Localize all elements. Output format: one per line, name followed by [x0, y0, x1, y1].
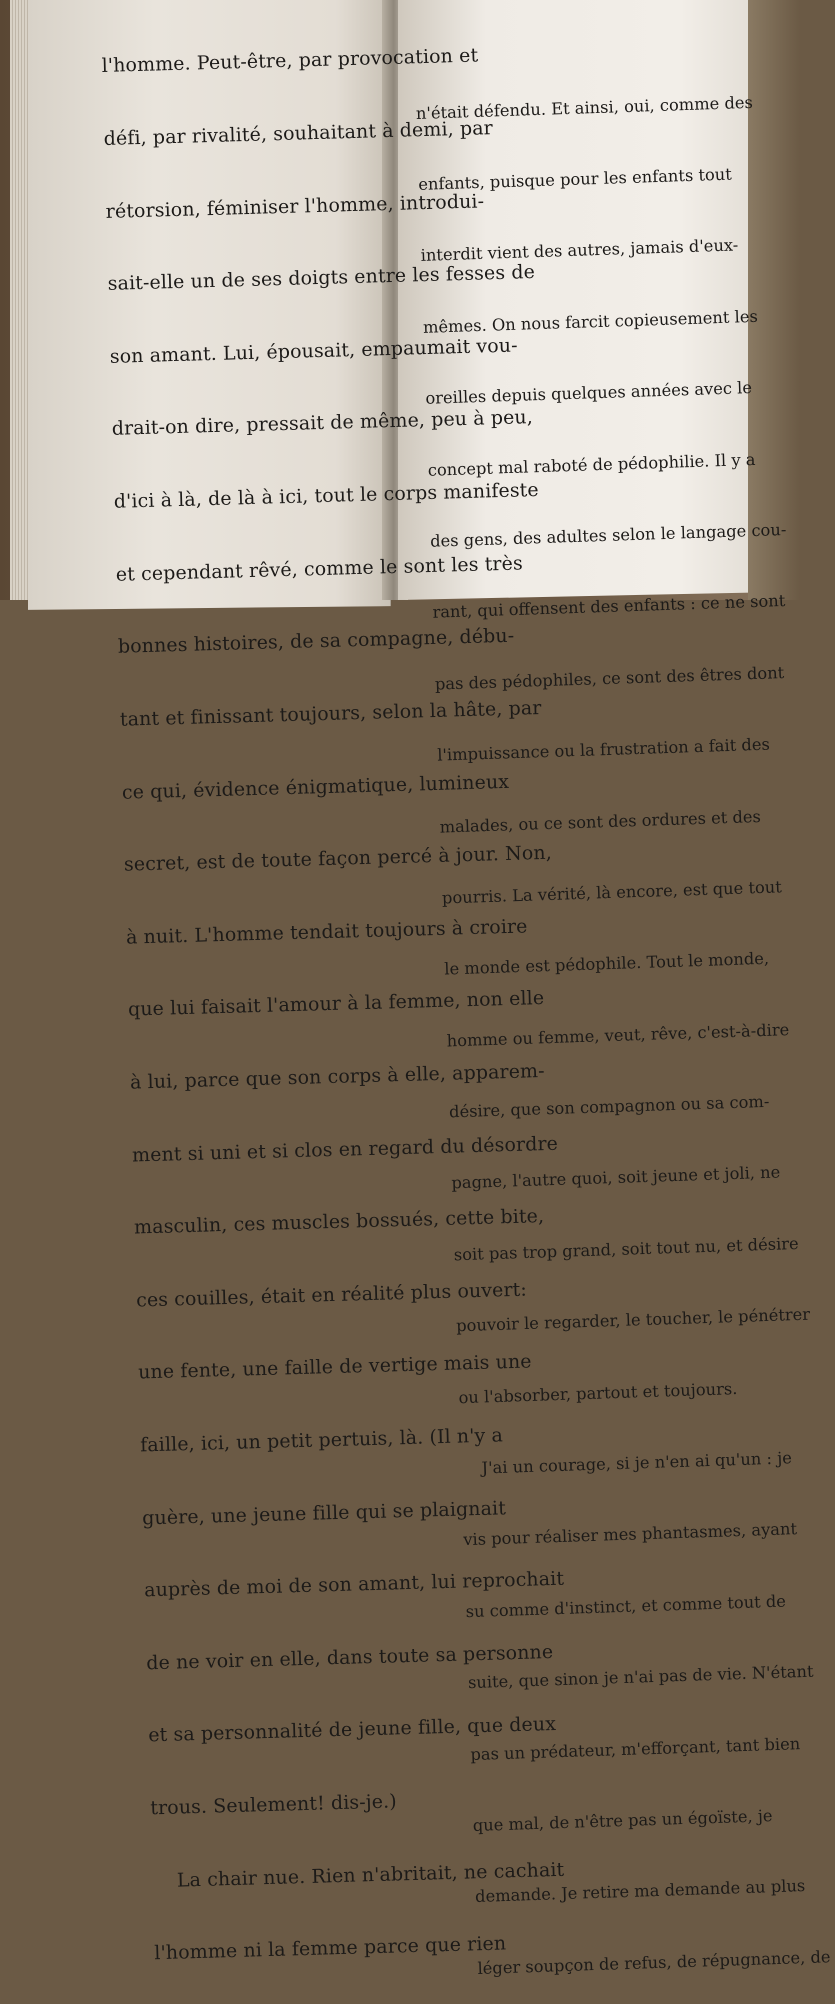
text-line: d'ici à là, de là à ici, tout le corps manifeste [113, 479, 540, 513]
text-line: l'impuissance ou la frustration a fait des [436, 734, 771, 765]
text-line: à lui, parce que son corps à elle, apparem- [129, 1059, 545, 1094]
text-line: léger soupçon de refus, de répugnance, de [477, 1946, 831, 1978]
text-line: pouvoir le regarder, le toucher, le pénétrer [455, 1304, 811, 1336]
text-line: concept mal raboté de pédophilie. Il y a [427, 449, 756, 480]
text-line: ment si uni et si clos en regard du désordre [131, 1132, 559, 1167]
text-line: pas un prédateur, m'efforçant, tant bien [470, 1733, 801, 1764]
text-line: et cependant rêvé, comme le sont les très [115, 552, 524, 586]
text-line: faille, ici, un petit pertuis, là. (Il n'y a [139, 1424, 504, 1457]
text-line: ce qui, évidence énigmatique, lumineux [121, 770, 510, 804]
text-line: ou l'absorber, partout et toujours. [458, 1378, 738, 1407]
text-line: La chair nue. Rien n'abritait, ne cachait [152, 1858, 565, 1892]
text-line: suite, que sinon je n'ai pas de vie. N'étant [467, 1661, 814, 1693]
text-line: auprès de moi de son amant, lui reprochait [143, 1567, 565, 1602]
text-line: malades, ou ce sont des ordures et des [439, 806, 762, 837]
text-line: mêmes. On nous farcit copieusement les [422, 306, 759, 337]
text-line: vis pour réaliser mes phantasmes, ayant [462, 1519, 798, 1550]
text-line: oreilles depuis quelques années avec le [425, 378, 753, 408]
text-line: défi, par rivalité, souhaitant à demi, par [103, 117, 494, 150]
text-line: pagne, l'autre quoi, soit jeune et joli, ne [451, 1162, 781, 1193]
text-line: et sa personnalité de jeune fille, que deux [148, 1713, 557, 1747]
text-line: rant, qui offensent des enfants : ce ne sont [432, 591, 786, 623]
text-line: su comme d'instinct, et comme tout de [465, 1591, 787, 1621]
text-line: que lui faisait l'amour à la femme, non elle [127, 987, 545, 1021]
text-line: guère, une jeune fille qui se plaignait [141, 1496, 507, 1529]
text-line: l'homme. Peut-être, par provocation et [101, 44, 479, 78]
text-line: masculin, ces muscles bossués, cette bite, [133, 1205, 545, 1239]
text-line: demande. Je retire ma demande au plus [474, 1876, 806, 1907]
text-line: pourris. La vérité, là encore, est que tout [441, 877, 783, 908]
text-line: interdit vient des autres, jamais d'eux- [420, 235, 739, 266]
text-line: le monde est pédophile. Tout le monde, [444, 949, 770, 979]
text-line: trous. Seulement! dis-je.) [150, 1790, 398, 1820]
text-line: des gens, des adultes selon le langage cou- [429, 519, 787, 551]
text-line: que mal, de n'être pas un égoïste, je [472, 1806, 773, 1835]
text-line: pas des pédophiles, ce sont des êtres dont [434, 662, 785, 694]
text-line: sait-elle un de ses doigts entre les fesses de [107, 261, 536, 296]
text-line: secret, est de toute façon percé à jour. Non, [123, 841, 553, 876]
text-line: J'ai un courage, si je n'en ai qu'un : je [460, 1448, 793, 1479]
text-line: homme ou femme, veut, rêve, c'est-à-dire [446, 1019, 790, 1051]
text-line: n'était défendu. Et ainsi, oui, comme des [415, 92, 754, 123]
text-line: désire, que son compagnon ou sa com- [448, 1091, 770, 1122]
text-line: ces couilles, était en réalité plus ouvert: [135, 1278, 528, 1312]
text-line: enfants, puisque pour les enfants tout [418, 164, 733, 194]
page-edges [10, 0, 30, 600]
text-line: une fente, une faille de vertige mais une [137, 1350, 532, 1384]
text-line: de ne voir en elle, dans toute sa personne [145, 1640, 554, 1675]
text-line: tant et finissant toujours, selon la hâte, par [119, 696, 542, 731]
text-line: soit pas trop grand, soit tout nu, et désire [453, 1233, 799, 1265]
text-line: à nuit. L'homme tendait toujours à croire [125, 915, 528, 949]
text-line: drait-on dire, pressait de même, peu à peu, [111, 406, 534, 441]
text-line: rétorsion, féminiser l'homme, introdui- [105, 189, 485, 223]
text-line: son amant. Lui, épousait, empaumait vou- [109, 334, 518, 368]
text-line: bonnes histoires, de sa compagne, débu- [117, 624, 515, 659]
right-page-text [414, 42, 835, 2004]
text-line: l'homme ni la femme parce que rien [154, 1932, 507, 1965]
